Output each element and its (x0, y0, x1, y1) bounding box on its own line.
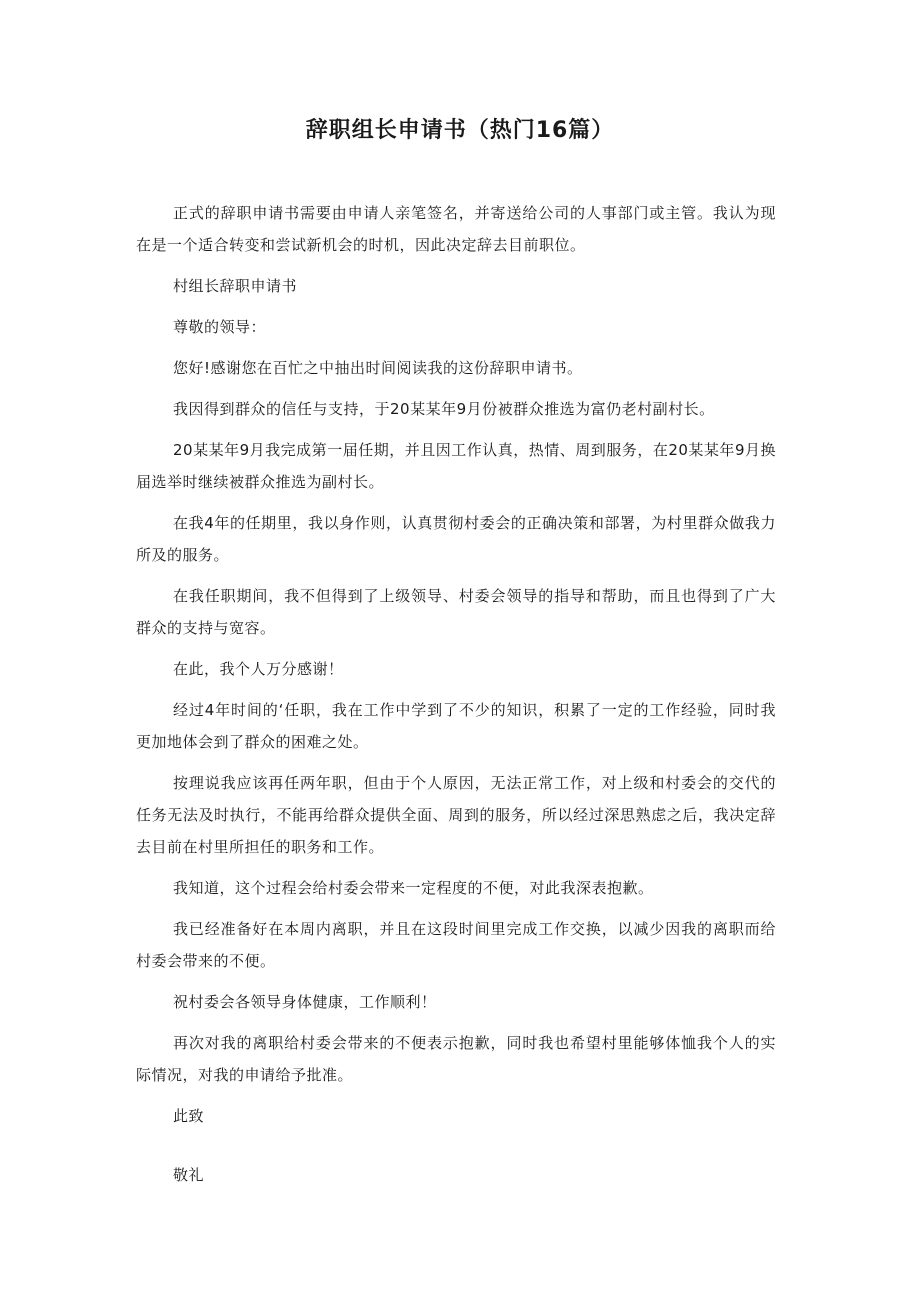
paragraph-wishes: 祝村委会各领导身体健康，工作顺利！ (173, 993, 437, 1011)
paragraph-salutation: 尊敬的领导： (173, 318, 267, 336)
document-body (136, 197, 776, 1200)
closing-line-1: 此致 (173, 1107, 205, 1125)
paragraph-apology: 我知道，这个过程会给村委会带来一定程度的不便，对此我深表抱歉。 (173, 879, 654, 897)
paragraph-reason: 按理说我应该再任两年职，但由于个人原因，无法正常工作，对上级和村委会的交代的任务无法及时执行，不能再给群众提供全面、周到的服务，所以经过深思熟虑之后，我决定辞去目前在村里所担任的职务和工作。 (136, 774, 776, 856)
document-title: 辞职组长申请书（热门16篇） (305, 118, 615, 143)
paragraph-support: 在我任职期间，我不但得到了上级领导、村委会领导的指导和帮助，而且也得到了广大群众的支持与宽容。 (136, 587, 776, 637)
paragraph-background: 我因得到群众的信任与支持，于20某某年9月份被群众推选为富仍老村副村长。 (173, 400, 715, 418)
paragraph-service: 在我4年的任期里，我以身作则，认真贯彻村委会的正确决策和部署，为村里群众做我力所及的服务。 (136, 514, 776, 564)
paragraph-term: 20某某年9月我完成第一届任期，并且因工作认真，热情、周到服务，在20某某年9月换届选举时继续被群众推选为副村长。 (136, 441, 776, 491)
closing-line-2: 敬礼 (173, 1166, 205, 1184)
paragraph-intro: 正式的辞职申请书需要由申请人亲笔签名，并寄送给公司的人事部门或主管。我认为现在是一个适合转变和尝试新机会的时机，因此决定辞去目前职位。 (136, 204, 776, 254)
paragraph-request: 再次对我的离职给村委会带来的不便表示抱歉，同时我也希望村里能够体恤我个人的实际情况，对我的申请给予批准。 (136, 1034, 776, 1084)
paragraph-handover: 我已经准备好在本周内离职，并且在这段时间里完成工作交换，以减少因我的离职而给村委会带来的不便。 (136, 920, 776, 970)
paragraph-subtitle: 村组长辞职申请书 (173, 277, 298, 295)
paragraph-thanks: 在此，我个人万分感谢！ (173, 660, 344, 678)
paragraph-greeting: 您好!感谢您在百忙之中抽出时间阅读我的这份辞职申请书。 (173, 359, 583, 377)
paragraph-experience: 经过4年时间的‘任职，我在工作中学到了不少的知识，积累了一定的工作经验，同时我更加地体会到了群众的困难之处。 (136, 701, 776, 751)
